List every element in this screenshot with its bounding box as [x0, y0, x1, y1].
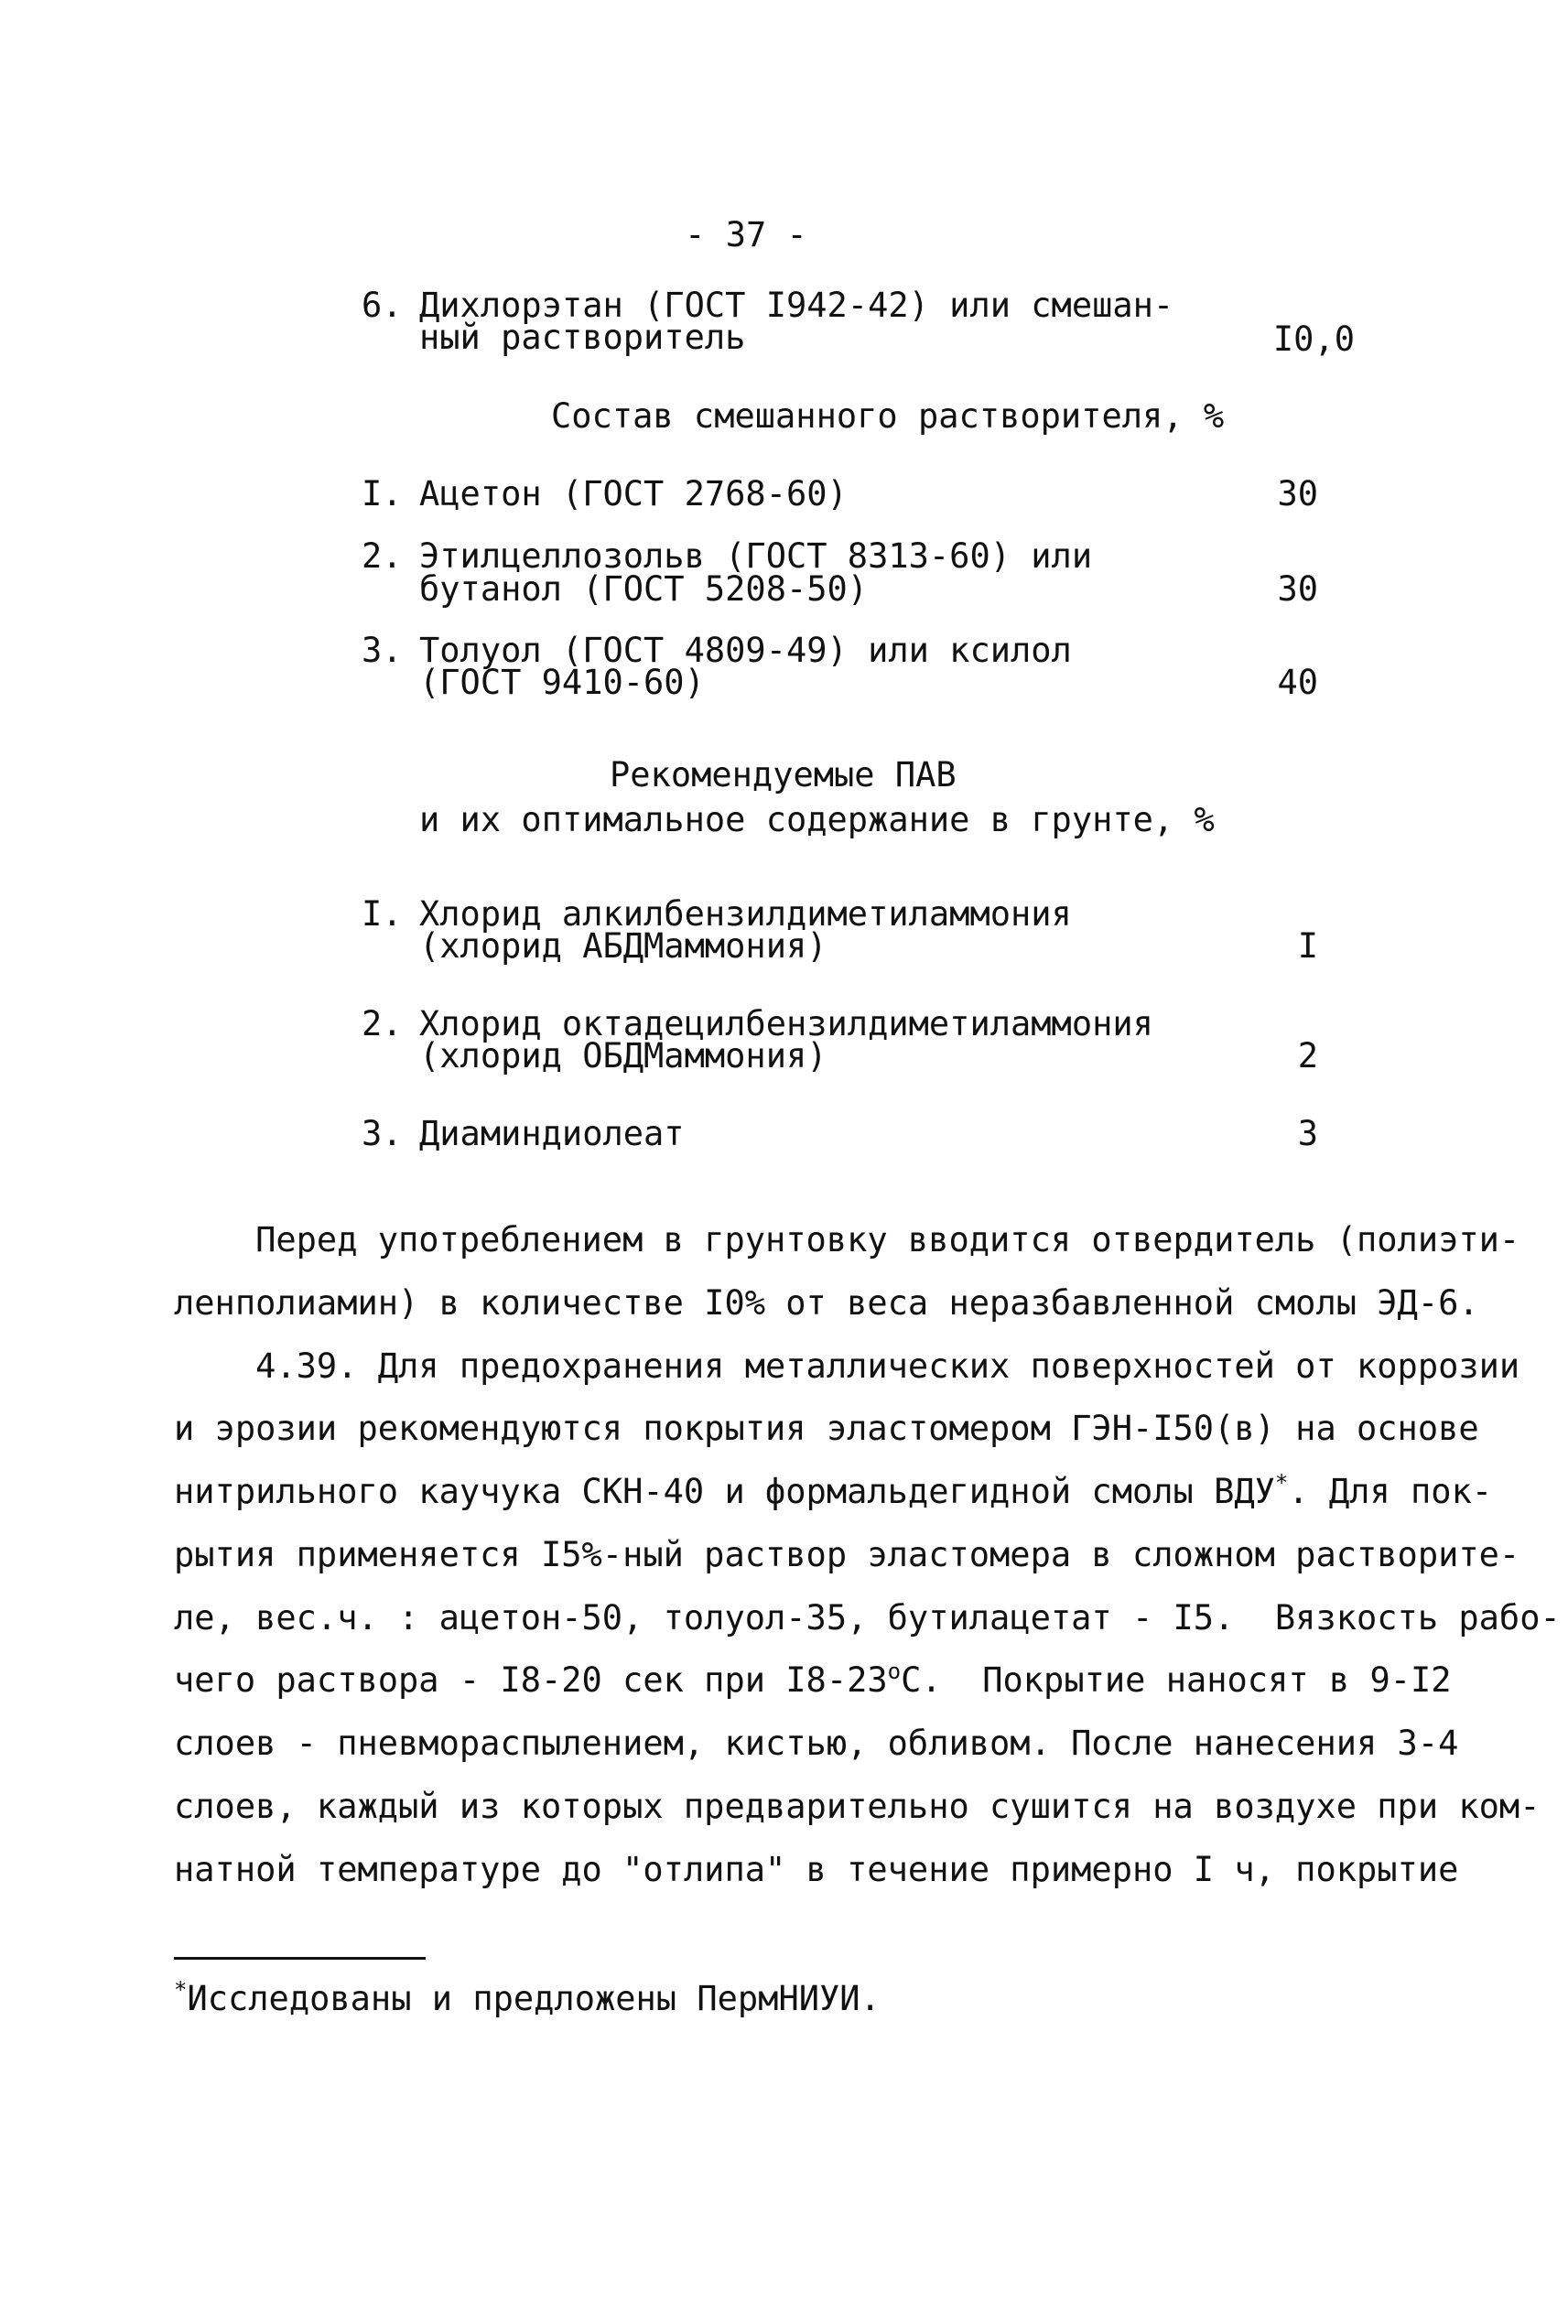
- list-item-number: 3.: [362, 631, 403, 670]
- body-text-line: натной температуре до "отлипа" в течение примерно I ч, покрытие: [174, 1850, 1459, 1889]
- body-text-line: чего раствора - I8-20 сек при I8-23$^o$С. Покрытие наносят в 9-I2: [174, 1659, 1452, 1700]
- body-text-line: нитрильного каучука СКН-40 и формальдегидной смолы ВДУ*. Для пок-: [174, 1470, 1493, 1511]
- degree-superscript: o: [887, 1659, 902, 1684]
- section-heading: Рекомендуемые ПАВ: [610, 755, 957, 794]
- list-item-number: I.: [362, 474, 403, 513]
- list-item-value: 3: [1297, 1114, 1318, 1153]
- list-item-value: I: [1297, 926, 1318, 966]
- body-text-line: рытия применяется I5%-ный раствор эластомера в сложном растворите-: [174, 1535, 1520, 1574]
- list-item-text: Толуол (ГОСТ 4809-49) или ксилол: [419, 631, 1072, 670]
- list-item-text: бутанол (ГОСТ 5208-50): [419, 569, 869, 609]
- footnote: *Исследованы и предложены ПермНИУИ.: [174, 1977, 881, 2018]
- list-item-text: Диаминдиолеат: [419, 1114, 685, 1153]
- page-number: - 37 -: [685, 215, 807, 254]
- list-item-value: 30: [1277, 569, 1318, 609]
- body-text-line: Перед употреблением в грунтовку вводится отвердитель (полиэти-: [174, 1220, 1520, 1259]
- list-item-text: (хлорид ОБДМаммония): [419, 1036, 827, 1076]
- body-text-line: и эрозии рекомендуются покрытия эластомером ГЭН-I50(в) на основе: [174, 1409, 1479, 1448]
- footnote-reference: *: [1274, 1470, 1289, 1496]
- item-text-line: Дихлорэтан (ГОСТ I942-42) или смешан-: [419, 286, 1174, 325]
- list-item-text: Хлорид октадецилбензилдиметиламмония: [419, 1004, 1153, 1043]
- list-item-text: (ГОСТ 9410-60): [419, 663, 705, 702]
- list-item-value: 2: [1297, 1036, 1318, 1076]
- body-text-line: 4.39. Для предохранения металлических поверхностей от коррозии: [174, 1346, 1520, 1386]
- list-item-value: 40: [1277, 663, 1318, 702]
- item-text-line: ный растворитель: [419, 318, 746, 357]
- body-text-line: слоев - пневмораспылением, кистью, обливом. После нанесения 3-4: [174, 1724, 1459, 1763]
- section-heading: Состав смешанного растворителя, %: [551, 396, 1225, 436]
- list-item-text: Этилцеллозольв (ГОСТ 8313-60) или: [419, 536, 1093, 576]
- body-text-line: ленполиамин) в количестве I0% от веса неразбавленной смолы ЭД-6.: [174, 1283, 1479, 1323]
- body-text-line: слоев, каждый из которых предварительно сушится на воздухе при ком-: [174, 1787, 1541, 1826]
- item-value: I0,0: [1272, 319, 1355, 359]
- list-item-number: 3.: [362, 1114, 403, 1153]
- body-text-line: ле, вес.ч. : ацетон-50, толуол-35, бутилацетат - I5. Вязкость рабо-: [174, 1598, 1561, 1638]
- list-item-text: Хлорид алкилбензилдиметиламмония: [419, 894, 1072, 934]
- list-item-number: 2.: [362, 1004, 403, 1043]
- list-item-number: I.: [362, 894, 403, 934]
- list-item-text: (хлорид АБДМаммония): [419, 926, 827, 966]
- section-heading: и их оптимальное содержание в грунте, %: [419, 800, 1215, 839]
- footnote-mark: *: [174, 1977, 188, 2003]
- list-item-number: 2.: [362, 536, 403, 576]
- list-item-value: 30: [1277, 474, 1318, 513]
- footnote-divider: [174, 1957, 426, 1960]
- item-number: 6.: [362, 286, 403, 325]
- list-item-text: Ацетон (ГОСТ 2768-60): [419, 474, 848, 513]
